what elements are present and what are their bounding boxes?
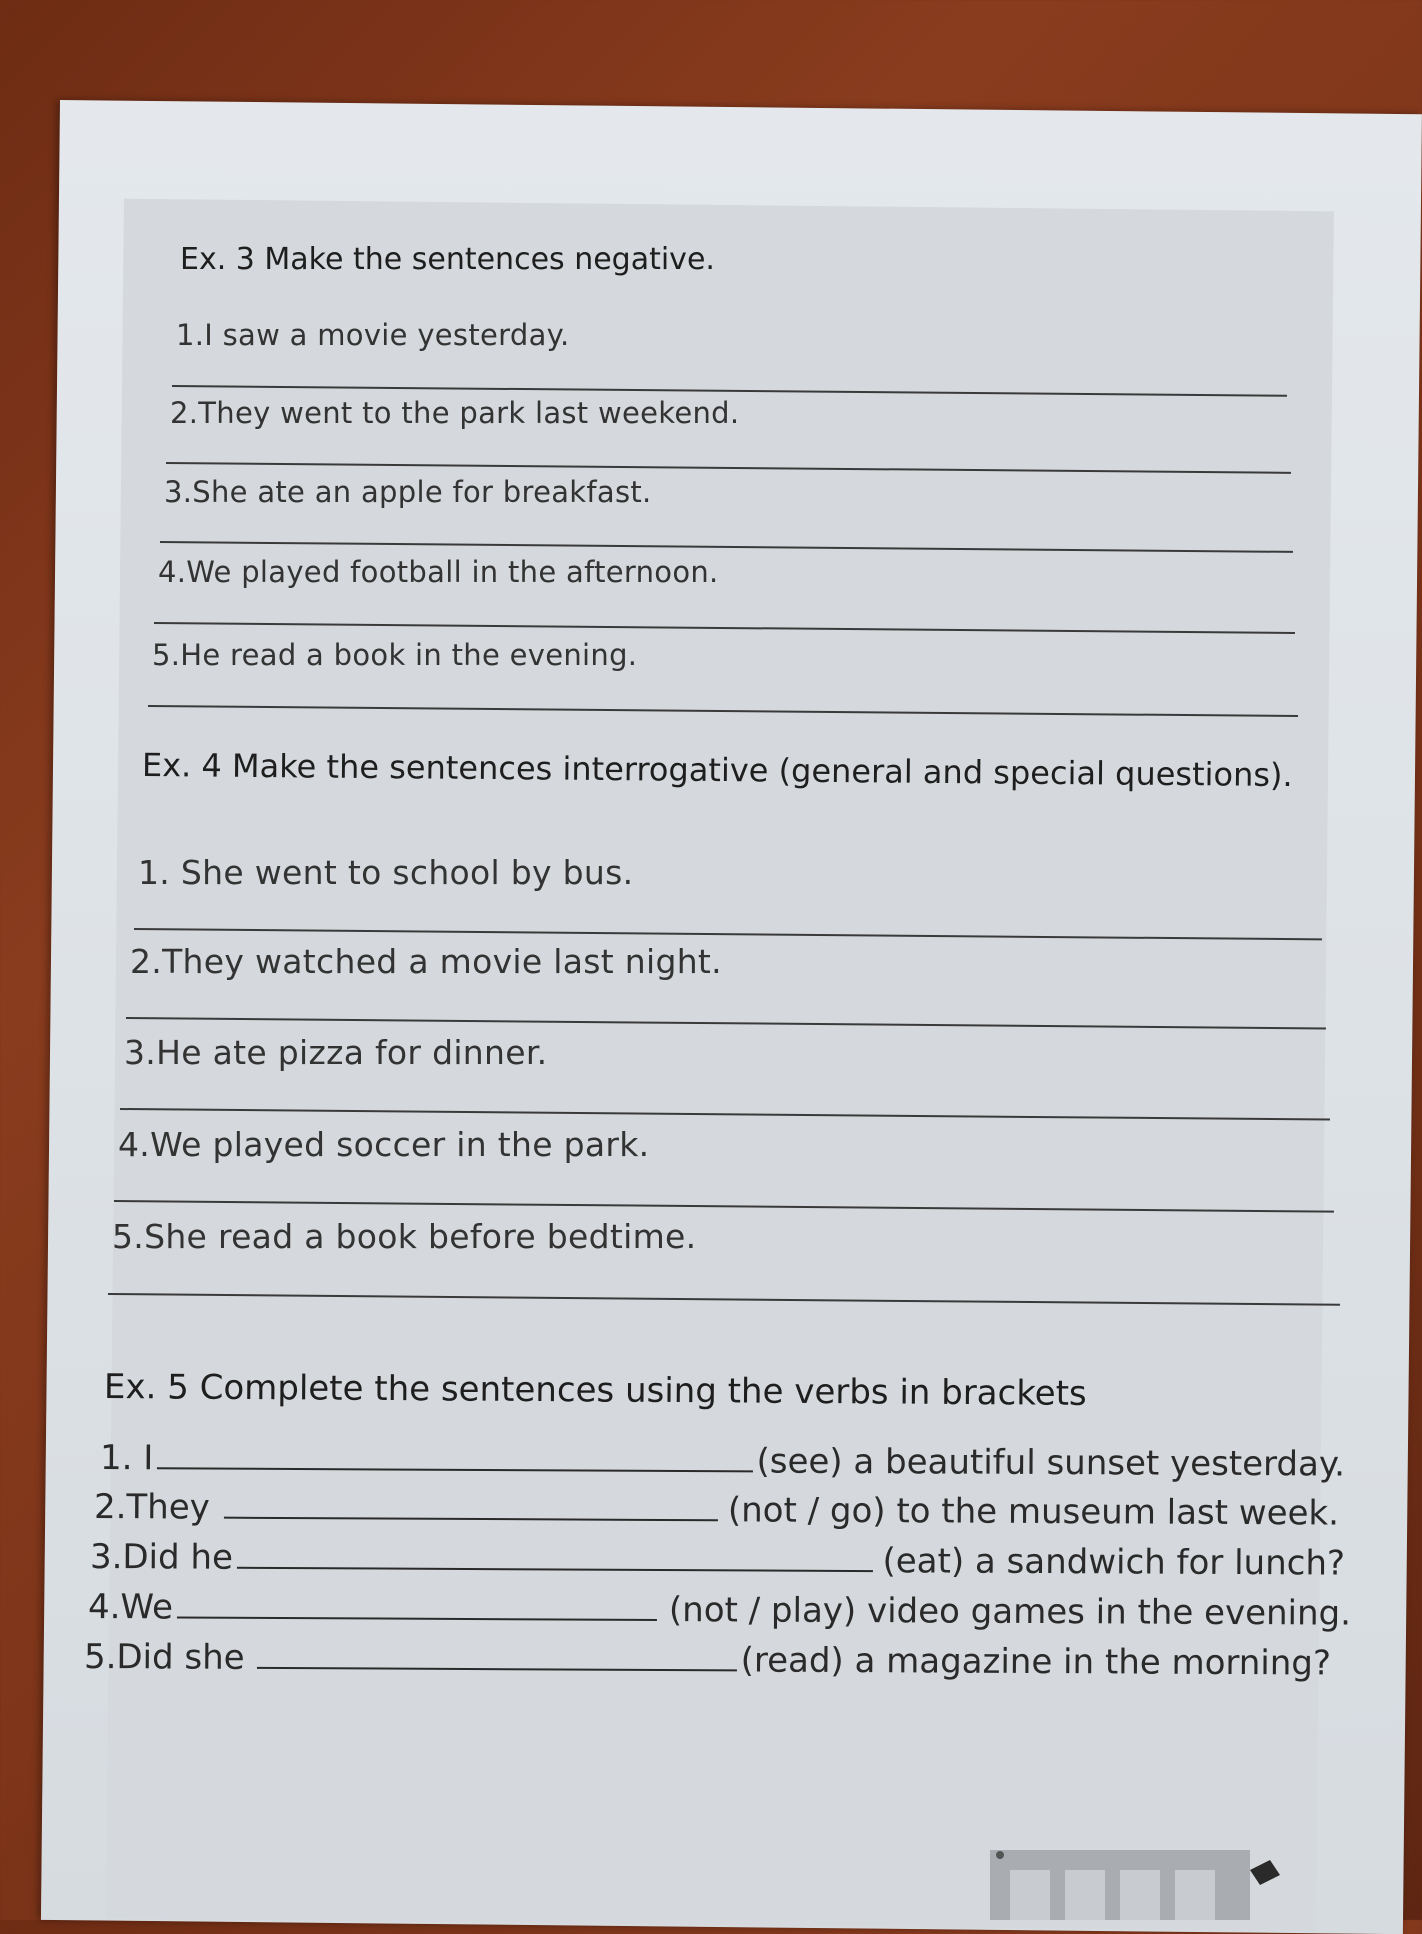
- ex5-title: Ex. 5 Complete the sentences using the verbs in brackets: [103, 1367, 1087, 1414]
- ex4-item-3: 3.He ate pizza for dinner.: [124, 1033, 548, 1072]
- ex5-item-5-end: (read) a magazine in the morning?: [740, 1640, 1332, 1684]
- ex5-blank-3[interactable]: [237, 1539, 873, 1572]
- ex5-blank-2[interactable]: [224, 1489, 718, 1522]
- ex5-item-5-start: 5.Did she: [83, 1637, 245, 1678]
- ex5-item-1-start: 1. I: [99, 1438, 154, 1479]
- ex5-row-4: [88, 1587, 1358, 1634]
- ex3-item-1: 1.I saw a movie yesterday.: [176, 318, 570, 352]
- ex3-title: Ex. 3 Make the sentences negative.: [180, 242, 715, 277]
- ex5-blank-1[interactable]: [157, 1439, 752, 1472]
- ex3-item-5: 5.He read a book in the evening.: [152, 638, 638, 672]
- ex4-item-4: 4.We played soccer in the park.: [118, 1125, 650, 1164]
- ex5-item-2-end: (not / go) to the museum last week.: [727, 1490, 1340, 1534]
- ex3-item-2: 2.They went to the park last weekend.: [170, 396, 740, 430]
- decorative-illustration: [980, 1830, 1280, 1920]
- ex3-item-3: 3.She ate an apple for breakfast.: [164, 475, 652, 509]
- ex5-item-1-end: (see) a beautiful sunset yesterday.: [756, 1441, 1346, 1485]
- ex3-item-4: 4.We played football in the afternoon.: [158, 555, 719, 589]
- ex4-title: Ex. 4 Make the sentences interrogative (general and special questions).: [141, 746, 1293, 795]
- ex5-item-4-start: 4.We: [87, 1587, 174, 1628]
- ex5-item-3-start: 3.Did he: [89, 1537, 234, 1578]
- ex5-row-5: [84, 1637, 1364, 1684]
- ex5-blank-5[interactable]: [257, 1639, 737, 1672]
- ex5-item-2-start: 2.They: [93, 1487, 210, 1528]
- ex5-item-3-end: (eat) a sandwich for lunch?: [882, 1541, 1346, 1584]
- ex5-row-3: [90, 1537, 1345, 1584]
- ex4-item-5: 5.She read a book before bedtime.: [112, 1217, 697, 1256]
- ex5-row-1: [100, 1438, 1345, 1485]
- ex5-blank-4[interactable]: [177, 1588, 657, 1621]
- ex5-row-2: [94, 1487, 1339, 1534]
- ex4-item-1: 1. She went to school by bus.: [138, 853, 634, 892]
- ex5-item-4-end: (not / play) video games in the evening.: [668, 1590, 1352, 1634]
- ex4-item-2: 2.They watched a movie last night.: [130, 942, 722, 981]
